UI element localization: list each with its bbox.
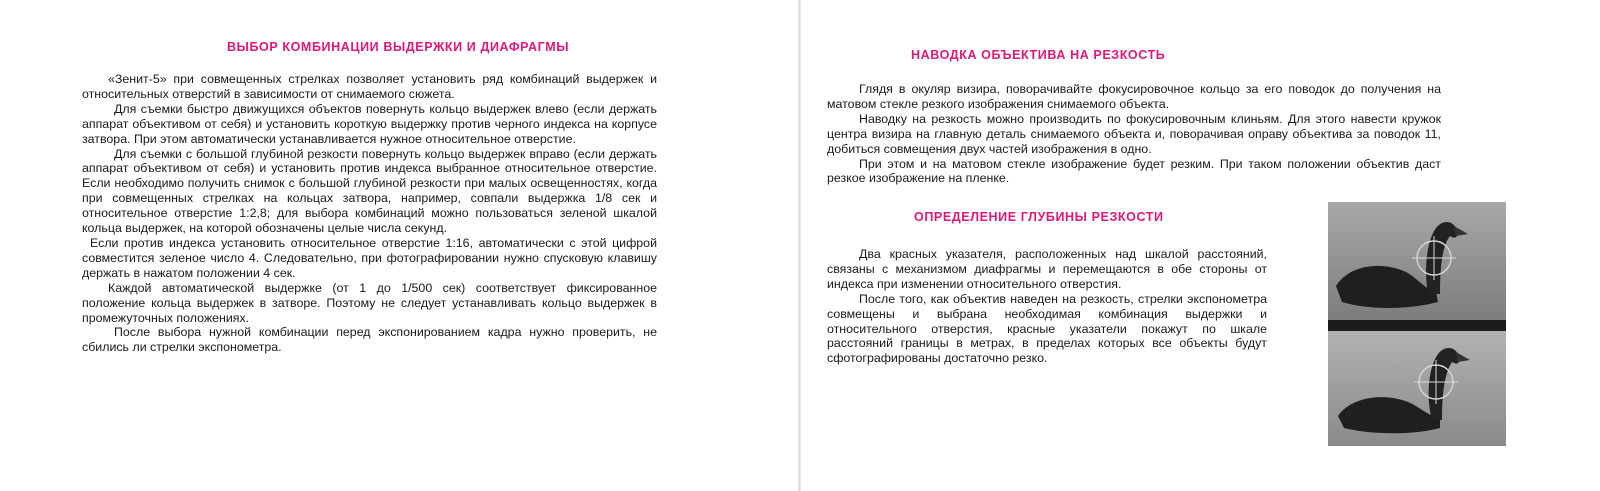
paragraph: Для съемки быстро движущихся объектов повернуть кольцо выдержек влево (если держать аппарат объективом от себя) и установить короткую выдержку против черного индекса на корпусе затвора. При этом автоматически устанавливается нужное относительное отверстие. <box>82 101 657 146</box>
depth-text <box>827 247 1267 366</box>
paragraph: При этом и на матовом стекле изображение будет резким. При таком положении объектив даст резкое изображение на пленке. <box>827 156 1441 186</box>
paragraph: Для съемки с большой глубиной резкости повернуть кольцо выдержек вправо (если держать аппарат объективом от себя) и установить против индекса выбранное относительное отверстие. Если необходимо получить снимок с большой глубиной резкости при малых освещенностях, когда при совмещенных стрелках на кольцах затвора, например, совпали выдержка 1/8 сек и относительное отверстие 1:2,8; для выбора комбинаций можно пользоваться зеленой шкалой кольца выдержек, на которой обозначены целые числа секунд. <box>82 146 657 236</box>
paragraph: Каждой автоматической выдержке (от 1 до 1/500 сек) соответствует фиксированное положение кольца выдержек в затворе. Поэтому не следует устанавливать кольцо выдержек в промежуточных положениях. <box>82 280 657 325</box>
left-page-text <box>82 72 657 355</box>
paragraph: После выбора нужной комбинации перед экспонированием кадра нужно проверить, не сбились ли стрелки экспонометра. <box>82 325 657 355</box>
swan-illustration <box>1328 202 1506 446</box>
depth-heading: ОПРЕДЕЛЕНИЕ ГЛУБИНЫ РЕЗКОСТИ <box>914 210 1164 224</box>
focus-heading: НАВОДКА ОБЪЕКТИВА НА РЕЗКОСТЬ <box>911 48 1166 62</box>
left-page-heading: ВЫБОР КОМБИНАЦИИ ВЫДЕРЖКИ И ДИАФРАГМЫ <box>227 40 570 54</box>
paragraph: После того, как объектив наведен на резкость, стрелки экспонометра совмещены и выбрана необходимая комбинация выдержки и относительного отверстия, красные указатели покажут по шкале расстояний границы в метрах, в пределах которых все объекты будут сфотографированы достаточно резко. <box>827 291 1267 366</box>
paragraph: «Зенит-5» при совмещенных стрелках позволяет установить ряд комбинаций выдержек и относительных отверстий в зависимости от снимаемого сюжета. <box>82 72 657 101</box>
swan-viewfinder-photo <box>1328 202 1506 446</box>
paragraph: Если против индекса установить относительное отверстие 1:16, автоматически с этой цифрой совместится зеленое число 4. Следовательно, при фотографировании нужно спусковую клавишу держать в нажатом положении 4 сек. <box>82 235 657 280</box>
focus-text <box>827 82 1441 186</box>
frame-divider <box>1328 320 1506 331</box>
paragraph: Наводку на резкость можно производить по фокусировочным клиньям. Для этого навести кружок центра визира на главную деталь снимаемого объекта и, поворачивая оправу объектива за поводок 11, добиться совмещения двух частей изображения в одно. <box>827 111 1441 156</box>
paragraph: Глядя в окуляр визира, поворачивайте фокусировочное кольцо за его поводок до получения на матовом стекле резкого изображения снимаемого объекта. <box>827 82 1441 111</box>
paragraph: Два красных указателя, расположенных над шкалой расстояний, связаны с механизмом диафрагмы и перемещаются в обе стороны от индекса при изменении относительного отверстия. <box>827 247 1267 291</box>
right-page <box>800 0 1600 491</box>
